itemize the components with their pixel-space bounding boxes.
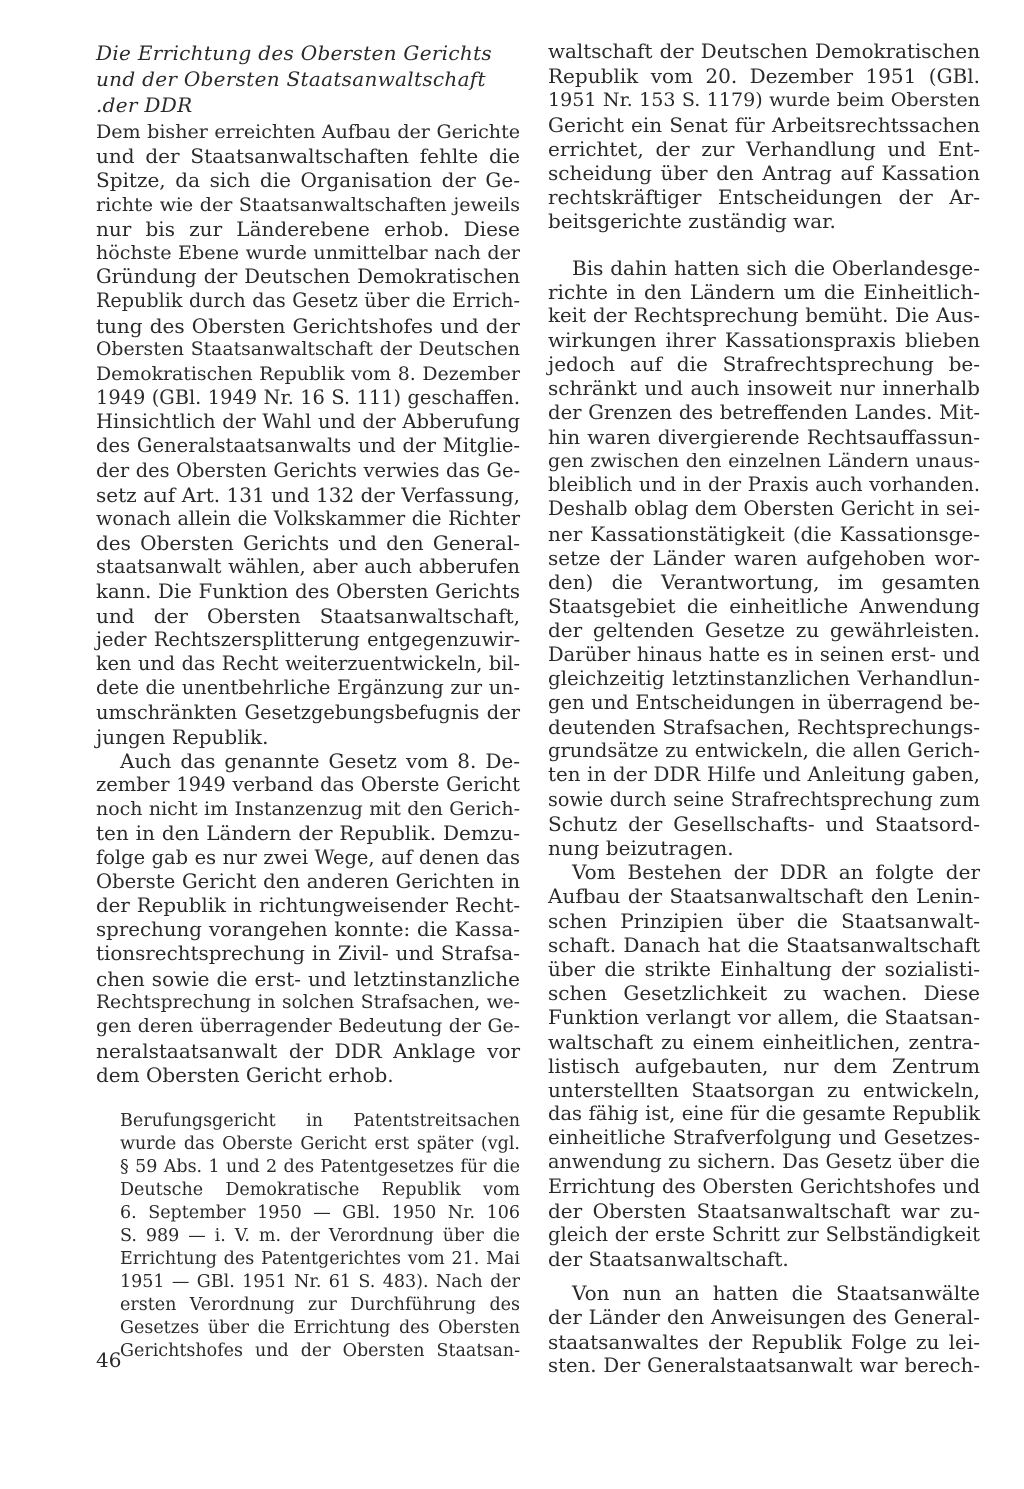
text-line: richte wie der Staatsanwaltschaften jeweils	[96, 193, 520, 216]
text-line: schränkt und auch insoweit nur innerhalb	[548, 376, 980, 401]
text-line: folge gab es nur zwei Wege, auf denen das	[96, 845, 520, 869]
text-line: rechtskräftiger Entscheidungen der Ar-	[548, 185, 980, 210]
text-line: ten in der DDR Hilfe und Anleitung gaben,	[548, 763, 980, 787]
text-line: Darüber hinaus hatte es in seinen erst- und	[548, 642, 980, 666]
text-line: 1951 Nr. 153 S. 1179) wurde beim Obersten	[548, 89, 980, 112]
text-line: sprechung vorangehen konnte: die Kassa-	[96, 918, 520, 942]
text-line: Republik durch das Gesetz über die Errich-	[96, 289, 520, 313]
text-line: chen sowie die erst- und letztinstanzliche	[96, 966, 520, 991]
text-line: der geltenden Gesetze zu gewährleisten.	[548, 618, 980, 643]
text-line: gen und Entscheidungen in überragend be-	[548, 690, 980, 714]
heading-line: .der DDR	[96, 93, 193, 117]
text-line: das fähig ist, eine für die gesamte Republik	[548, 1102, 980, 1126]
text-line: der Länder den Anweisungen des General-	[548, 1305, 980, 1329]
footnote-line: Berufungsgericht in Patentstreitsachen	[120, 1110, 520, 1131]
footnote-line: Deutsche Demokratische Republik vom	[120, 1179, 520, 1200]
text-line: Gericht ein Senat für Arbeitsrechtssachen	[548, 112, 980, 137]
text-line: höchste Ebene wurde unmittelbar nach der	[96, 240, 520, 264]
text-line: ken und das Recht weiterzuentwickeln, bil-	[96, 652, 520, 676]
text-line: gleich der erste Schritt zur Selbständigkeit	[548, 1223, 980, 1246]
page-number: 46	[96, 1348, 122, 1372]
text-line: waltschaft der Deutschen Demokratischen	[548, 40, 980, 63]
text-line: Staatsgebiet die einheitliche Anwendung	[548, 594, 980, 619]
text-line: jedoch auf die Strafrechtsprechung be-	[548, 352, 980, 377]
text-line: errichtet, der zur Verhandlung und Ent-	[548, 136, 980, 161]
footnote-line: S. 989 — i. V. m. der Verordnung über die	[120, 1225, 520, 1246]
text-line: jungen Republik.	[96, 724, 269, 749]
text-line: keit der Rechtsprechung bemüht. Die Aus-	[548, 303, 980, 327]
section-heading	[96, 40, 520, 118]
footnote-line: § 59 Abs. 1 und 2 des Patentgesetzes für die	[120, 1156, 520, 1177]
right-column	[548, 40, 980, 1378]
text-line: des Obersten Gerichts und den General-	[96, 531, 520, 556]
text-line: ner Kassationstätigkeit (die Kassationsge-	[548, 521, 980, 546]
text-line: staatsanwaltes der Republik Folge zu lei-	[548, 1329, 980, 1354]
text-line: staatsanwalt wählen, aber auch abberufen	[96, 555, 520, 579]
paragraph	[96, 749, 520, 1088]
text-line: Dem bisher erreichten Aufbau der Gerichte	[96, 121, 520, 143]
text-line: zember 1949 verband das Oberste Gericht	[96, 773, 520, 797]
text-line: anwendung zu sichern. Das Gesetz über die	[548, 1150, 980, 1174]
text-line: umschränkten Gesetzgebungsbefugnis der	[96, 700, 520, 724]
text-line: der Obersten Staatsanwaltschaft war zu-	[548, 1198, 980, 1223]
text-line: richte in den Ländern um die Einheitlich-	[548, 279, 980, 304]
text-line: über die strikte Einhaltung der sozialisti-	[548, 956, 980, 981]
text-line: Republik vom 20. Dezember 1951 (GBl.	[548, 64, 980, 89]
text-line: Spitze, da sich die Organisation der Ge-	[96, 168, 520, 193]
paragraph	[548, 40, 980, 234]
text-line: Errichtung des Obersten Gerichtshofes und	[548, 1174, 980, 1198]
text-line: deutenden Strafsachen, Rechtsprechungs-	[548, 715, 980, 740]
text-line: gen deren überragender Bedeutung der Ge-	[96, 1015, 520, 1037]
text-line: 1949 (GBl. 1949 Nr. 16 S. 111) geschaffen.	[96, 386, 520, 410]
text-line: sten. Der Generalstaatsanwalt war berech-	[548, 1353, 980, 1377]
paragraph	[96, 120, 520, 749]
text-line: Demokratischen Republik vom 8. Dezember	[96, 362, 520, 385]
text-line: unterstellten Staatsorgan zu entwickeln,	[548, 1077, 980, 1102]
text-line: Schutz der Gesellschafts- und Staatsord-	[548, 811, 980, 836]
text-line: gen zwischen den einzelnen Ländern unaus-	[548, 449, 980, 472]
text-line: gleichzeitig letztinstanzlichen Verhandlun-	[548, 666, 980, 690]
text-line: tionsrechtsprechung in Zivil- und Strafsa-	[96, 942, 520, 966]
text-line: schen Prinzipien über die Staatsanwalt-	[548, 908, 980, 933]
left-column	[96, 40, 520, 1363]
text-line: nung beizutragen.	[548, 836, 734, 860]
paragraph	[548, 860, 980, 1271]
heading-line: und der Obersten Staatsanwaltschaft	[96, 67, 486, 91]
text-line: schen Gesetzlichkeit zu wachen. Diese	[548, 981, 980, 1006]
footnote-line: Gerichtshofes und der Obersten Staatsan-	[120, 1340, 520, 1361]
text-line: einheitliche Strafverfolgung und Gesetzes-	[548, 1126, 980, 1150]
text-line: waltschaft zu einem einheitlichen, zentra-	[548, 1029, 980, 1054]
heading-line: Die Errichtung des Obersten Gerichts	[96, 41, 492, 65]
footnote	[120, 1110, 520, 1363]
text-line: Funktion verlangt vor allem, die Staatsan-	[548, 1005, 980, 1030]
text-line: tung des Obersten Gerichtshofes und der	[96, 313, 520, 338]
footnote-line: Gesetzes über die Errichtung des Obersten	[120, 1317, 520, 1338]
text-line: wonach allein die Volkskammer die Richter	[96, 507, 520, 530]
footnote-line: 1951 — GBl. 1951 Nr. 61 S. 483). Nach der	[120, 1271, 520, 1292]
text-line: Deshalb oblag dem Obersten Gericht in sei-	[548, 497, 980, 521]
text-line: kann. Die Funktion des Obersten Gerichts	[96, 579, 520, 603]
text-line: Auch das genannte Gesetz vom 8. De-	[120, 748, 520, 773]
text-line: neralstaatsanwalt der DDR Anklage vor	[96, 1039, 520, 1064]
text-line: Von nun an hatten die Staatsanwälte	[572, 1281, 980, 1306]
text-line: Rechtsprechung in solchen Strafsachen, we-	[96, 991, 520, 1013]
text-line: den) die Verantwortung, im gesamten	[548, 569, 980, 594]
text-line: und der Obersten Staatsanwaltschaft,	[96, 603, 520, 628]
text-line: Gründung der Deutschen Demokratischen	[96, 265, 520, 289]
text-line: listisch aufgebauten, nur dem Zentrum	[548, 1053, 980, 1078]
text-line: sowie durch seine Strafrechtsprechung zum	[548, 787, 980, 811]
text-line: schaft. Danach hat die Staatsanwaltschaft	[548, 932, 980, 957]
text-line: dem Obersten Gericht erhob.	[96, 1063, 394, 1088]
text-line: hin waren divergierende Rechtsauffassun-	[548, 424, 980, 449]
text-line: noch nicht im Instanzenzug mit den Gerich-	[96, 798, 520, 821]
text-line: ten in den Ländern der Republik. Demzu-	[96, 821, 520, 846]
text-line: setz auf Art. 131 und 132 der Verfassung,	[96, 482, 520, 507]
text-line: der Grenzen des betreffenden Landes. Mit-	[548, 400, 980, 424]
text-line: des Generalstaatsanwalts und der Mitglie-	[96, 434, 520, 458]
text-line: bleiblich und in der Praxis auch vorhanden.	[548, 473, 980, 497]
text-line: scheidung über den Antrag auf Kassation	[548, 160, 980, 185]
text-line: dete die unentbehrliche Ergänzung zur un-	[96, 676, 520, 700]
footnote-line: ersten Verordnung zur Durchführung des	[120, 1294, 520, 1315]
footnote-line: Errichtung des Patentgerichtes vom 21. Mai	[120, 1248, 520, 1269]
footnote-line: wurde das Oberste Gericht erst später (vgl.	[120, 1133, 520, 1154]
text-line: Bis dahin hatten sich die Oberlandesge-	[572, 255, 980, 280]
text-line: beitsgerichte zuständig war.	[548, 209, 836, 234]
paragraph	[548, 256, 980, 861]
text-line: grundsätze zu entwickeln, die allen Gerich-	[548, 739, 980, 763]
footnote-line: 6. September 1950 — GBl. 1950 Nr. 106	[120, 1202, 520, 1223]
text-line: Aufbau der Staatsanwaltschaft den Lenin-	[548, 884, 980, 909]
text-line: der Staatsanwaltschaft.	[548, 1247, 789, 1272]
paragraph	[548, 1281, 980, 1378]
text-line: Oberste Gericht den anderen Gerichten in	[96, 869, 520, 893]
text-line: wirkungen ihrer Kassationspraxis blieben	[548, 328, 980, 353]
text-line: jeder Rechtszersplitterung entgegenzuwir-	[96, 627, 520, 651]
text-line: der des Obersten Gerichts verwies das Ge-	[96, 458, 520, 482]
text-line: setze der Länder waren aufgehoben wor-	[548, 545, 980, 570]
text-line: der Republik in richtungweisender Recht-	[96, 894, 520, 917]
text-line: Obersten Staatsanwaltschaft der Deutschen	[96, 338, 520, 360]
text-line: Vom Bestehen der DDR an folgte der	[572, 860, 980, 885]
text-line: und der Staatsanwaltschaften fehlte die	[96, 144, 520, 169]
text-line: nur bis zur Länderebene erhob. Diese	[96, 216, 520, 241]
text-line: Hinsichtlich der Wahl und der Abberufung	[96, 410, 520, 434]
